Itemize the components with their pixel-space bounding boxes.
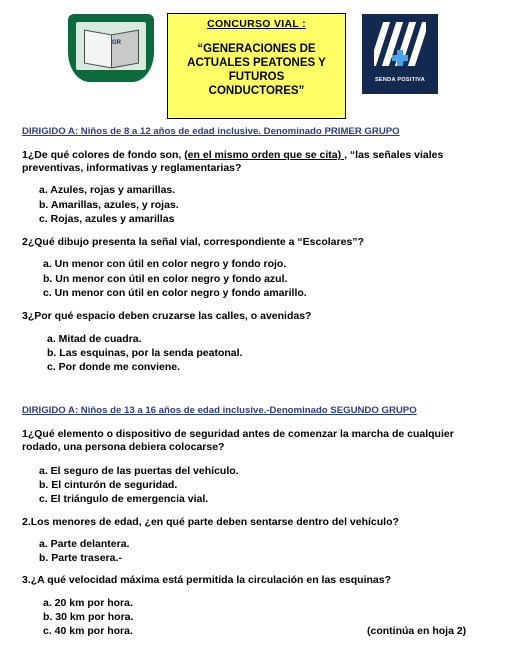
option: b. Amarillas, azules, y rojas. [39,199,179,211]
subtitle-line: ACTUALES PEATONES Y [187,57,326,69]
option: b. Un menor con útil en color negro y fondo azul. [43,273,288,285]
g2-question-1 [22,428,500,454]
group1-heading: DIRIGIDO A: Niños de 8 a 12 años de edad inclusive. Denominado PRIMER GRUPO [22,126,400,137]
question-text: preventivas, informativas y reglamentarias? [22,162,242,174]
school-logo [68,14,154,82]
question-text: rodado, una persona debiera colocarse? [22,441,225,453]
contest-subtitle [168,42,345,98]
plus-icon [392,50,408,66]
open-book-icon [84,30,112,69]
option: c. 40 km por hora. [43,625,133,637]
subtitle-line: FUTUROS [228,71,285,83]
group2-heading: DIRIGIDO A: Niños de 13 a 16 años de edad inclusive.-Denominado SEGUNDO GRUPO [22,405,417,416]
subtitle-line: “GENERACIONES DE [197,43,316,55]
logo-text: GR [112,40,121,46]
option: b. El cinturón de seguridad. [39,479,178,491]
question-text: 1¿Qué elemento o dispositivo de seguridad antes de comenzar la marcha de cualquier [22,428,454,440]
option: b. 30 km por hora. [43,611,134,623]
option: a. 20 km por hora. [43,597,133,609]
option: c. Por donde me conviene. [47,361,181,373]
option: b. Las esquinas, por la senda peatonal. [47,347,243,359]
subtitle-line: CONDUCTORES” [208,85,305,97]
option: c. Rojas, azules y amarillas [39,213,175,225]
contest-title-box [167,13,346,119]
logo-label: SENDA POSITIVA [374,77,426,83]
contest-title: CONCURSO VIAL : [207,18,306,30]
option: a. El seguro de las puertas del vehículo. [39,465,239,477]
option: c. Un menor con útil en color negro y fondo amarillo. [43,287,307,299]
continue-note: (continúa en hoja 2) [367,625,467,637]
option: a. Parte delantera. [39,538,130,550]
g2-question-2: 2.Los menores de edad, ¿en qué parte deben sentarse dentro del vehículo? [22,516,399,528]
g1-question-1 [22,149,500,175]
question-underlined-text: (en el mismo orden que se cita) [184,149,345,161]
option: b. Parte trasera.- [39,552,122,564]
option: a. Un menor con útil en color negro y fondo rojo. [43,258,287,270]
option: a. Azules, rojas y amarillas. [39,184,176,196]
question-text: 1¿De qué colores de fondo son, [22,149,185,161]
book-page-icon [111,30,139,69]
g1-question-3: 3¿Por qué espacio deben cruzarse las calles, o avenidas? [22,310,312,322]
option: a. Mitad de cuadra. [47,333,142,345]
g2-question-3: 3.¿A qué velocidad máxima está permitida la circulación en las esquinas? [22,574,391,586]
senda-positiva-logo [362,14,438,94]
question-text: , “las señales viales [344,149,444,161]
logo-panel [76,22,146,70]
option: c. El triángulo de emergencia vial. [39,493,209,505]
g1-question-2: 2¿Qué dibujo presenta la señal vial, correspondiente a “Escolares”? [22,236,364,248]
